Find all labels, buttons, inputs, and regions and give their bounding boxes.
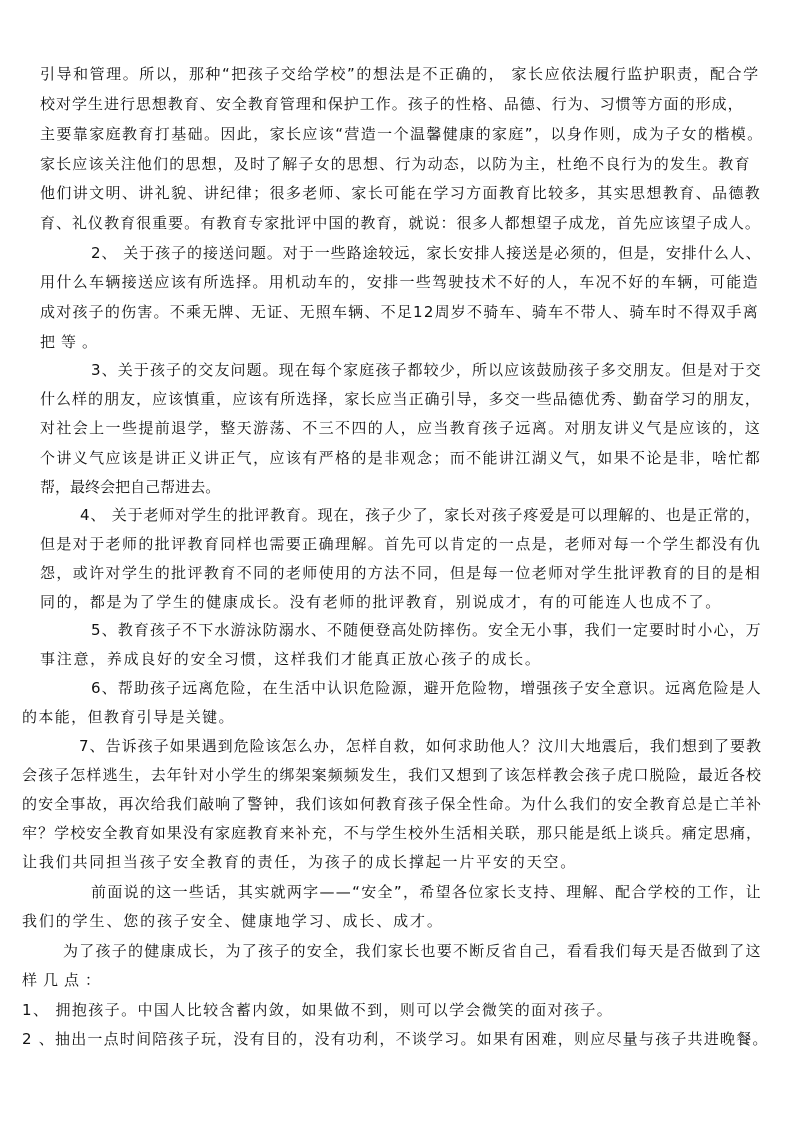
text-line: 前面说的这一些话，其实就两字——“安全”，希望各位家长支持、理解、配合学校的工作，让 bbox=[91, 883, 762, 901]
text-line: 3、关于孩子的交友问题。现在每个家庭孩子都较少，所以应该鼓励孩子多交朋友。但是对于交 bbox=[91, 361, 762, 379]
text-line: 让我们共同担当孩子安全教育的责任，为孩子的成长撑起一片平安的天空。 bbox=[22, 853, 578, 871]
text-line: 育、礼仪教育很重要。有教育专家批评中国的教育，就说：很多人都想望子成龙，首先应该望子成人。 bbox=[40, 214, 761, 232]
text-line: 个讲义气应该是讲正义讲正气，应该有严格的是非观念；而不能讲江湖义气，如果不论是非，啥忙都 bbox=[40, 449, 762, 467]
text-line: 引导和管理。所以，那种“把孩子交给学校”的想法是不正确的， 家长应依法履行监护职责，配合学 bbox=[40, 65, 760, 83]
text-line: 用什么车辆接送应该有所选择。用机动车的，安排一些驾驶技术不好的人，车况不好的车辆，可能造 bbox=[40, 273, 759, 291]
text-line: 牢？学校安全教育如果没有家庭教育来补充，不与学生校外生活相关联，那只能是纸上谈兵。痛定思痛， bbox=[22, 824, 763, 842]
text-line: 同的，都是为了学生的健康成长。没有老师的批评教育，别说成才，有的可能连人也成不了。 bbox=[40, 593, 722, 611]
text-line: 家长应该关注他们的思想，及时了解子女的思想、行为动态，以防为主，杜绝不良行为的发生。教育 bbox=[40, 155, 751, 173]
text-line: 会孩子怎样逃生，去年针对小学生的绑架案频频发生，我们又想到了该怎样教会孩子虎口脱险，最近各校 bbox=[22, 766, 763, 784]
text-line: 对社会上一些提前退学，整天游荡、不三不四的人，应当教育孩子远离。对朋友讲义气是应该的，这 bbox=[40, 419, 762, 437]
text-line: 2、 关于孩子的接送问题。对于一些路途较远，家长安排人接送是必须的，但是，安排什么人、 bbox=[91, 244, 762, 262]
text-line: 成对孩子的伤害。不乘无牌、无证、无照车辆、不足12周岁不骑车、骑车不带人、骑车时不得双手离 bbox=[40, 303, 759, 321]
text-line: 2 、抽出一点时间陪孩子玩，没有目的，没有功利，不谈学习。如果有困难，则应尽量与孩子共进晚餐。 bbox=[22, 1030, 769, 1048]
text-line: 样几点： bbox=[22, 971, 107, 989]
text-line: 我们的学生、您的孩子安全、健康地学习、成长、成才。 bbox=[22, 912, 444, 930]
text-line: 的安全事故，再次给我们敲响了警钟，我们该如何教育孩子保全性命。为什么我们的安全教育总是亡羊补 bbox=[22, 795, 763, 813]
text-line: 把等。 bbox=[40, 333, 104, 351]
text-line: 的本能，但教育引导是关键。 bbox=[22, 708, 235, 726]
text-line: 6、帮助孩子远离危险，在生活中认识危险源，避开危险物，增强孩子安全意识。远离危险是人 bbox=[91, 679, 762, 697]
text-line: 1、 拥抱孩子。中国人比较含蓄内敛，如果做不到，则可以学会微笑的面对孩子。 bbox=[22, 1001, 614, 1019]
text-line: 什么样的朋友，应该慎重，应该有所选择，家长应当正确引导，多交一些品德优秀、勤奋学习的朋友， bbox=[40, 390, 761, 408]
text-line: 为了孩子的健康成长，为了孩子的安全，我们家长也要不断反省自己，看看我们每天是否做到了这 bbox=[63, 942, 762, 960]
text-line: 帮，最终会把自己帮进去。 bbox=[40, 478, 221, 496]
text-line: 4、 关于老师对学生的批评教育。现在，孩子少了，家长对孩子疼爱是可以理解的、也是正常的， bbox=[80, 506, 761, 524]
text-line: 校对学生进行思想教育、安全教育管理和保护工作。孩子的性格、品德、行为、习惯等方面的形成， bbox=[40, 95, 744, 113]
text-line: 事注意，养成良好的安全习惯，这样我们才能真正放心孩子的成长。 bbox=[40, 650, 542, 668]
text-line: 但是对于老师的批评教育同样也需要正确理解。首先可以肯定的一点是，老师对每一个学生都没有仇 bbox=[40, 535, 762, 553]
text-line: 5、教育孩子不下水游泳防溺水、不随便登高处防摔伤。安全无小事，我们一定要时时小心，万 bbox=[91, 621, 762, 639]
text-line: 7、告诉孩子如果遇到危险该怎么办，怎样自救，如何求助他人？汶川大地震后，我们想到了要教 bbox=[79, 737, 762, 755]
text-line: 他们讲文明、讲礼貌、讲纪律；很多老师、家长可能在学习方面教育比较多，其实思想教育、品德教 bbox=[40, 184, 762, 202]
text-line: 主要靠家庭教育打基础。因此，家长应该“营造一个温馨健康的家庭”，以身作则，成为子女的楷模。 bbox=[40, 125, 764, 143]
text-line: 怨，或许对学生的批评教育不同的老师使用的方法不同，但是每一位老师对学生批评教育的目的是相 bbox=[40, 564, 762, 582]
